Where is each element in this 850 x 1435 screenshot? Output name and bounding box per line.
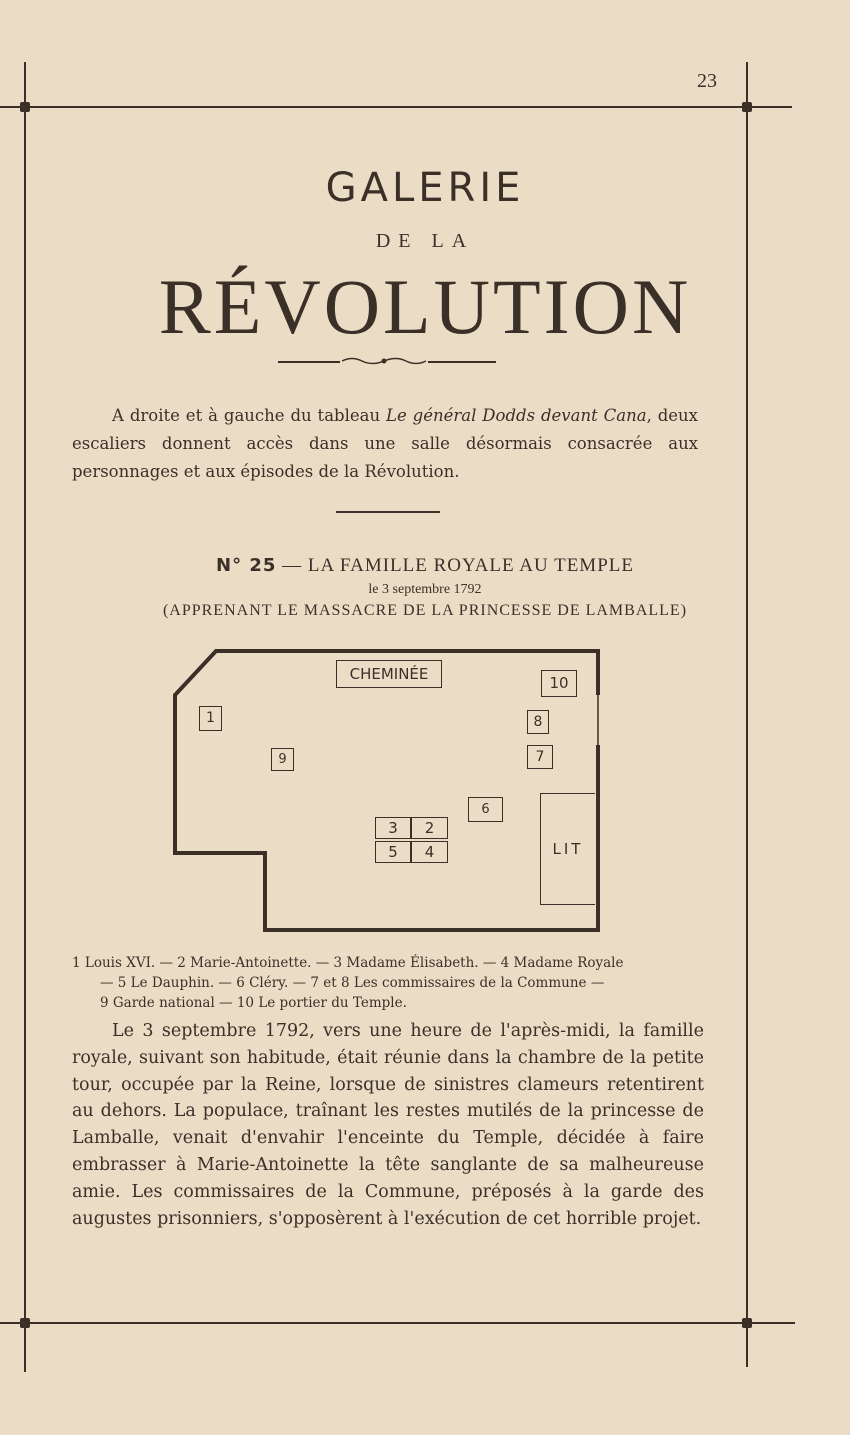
fireplace-label: CHEMINÉE [349, 665, 429, 683]
page-number: 23 [697, 70, 717, 92]
caption-date: le 3 septembre 1792 [368, 582, 482, 597]
plan-legend [72, 953, 706, 1013]
plan-mark-8: 8 [527, 710, 549, 734]
frame-right-rule [746, 62, 748, 1367]
frame-corner-ornament [20, 1318, 30, 1328]
plan-mark-2: 2 [411, 817, 448, 839]
title-de-la: DE LA [375, 230, 475, 252]
caption-subtitle: (APPRENANT LE MASSACRE DE LA PRINCESSE DE LAMBALLE) [162, 602, 688, 619]
bed-box [540, 793, 595, 905]
frame-top-rule [0, 106, 792, 108]
plan-mark-3: 3 [375, 817, 411, 839]
painting-title: Le général Dodds devant Cana [386, 406, 647, 425]
legend-line: 9 Garde national — 10 Le portier du Temple. [100, 995, 407, 1011]
plan-mark-9: 9 [271, 748, 294, 771]
plan-mark-5: 5 [375, 841, 411, 863]
frame-left-rule [24, 62, 26, 1372]
frame-corner-ornament [742, 102, 752, 112]
plan-mark-7: 7 [527, 745, 553, 769]
body-paragraph [72, 1018, 704, 1232]
fireplace-box [336, 660, 442, 688]
title-galerie: GALERIE [325, 165, 525, 211]
caption-title: — LA FAMILLE ROYALE AU TEMPLE [282, 555, 634, 576]
intro-paragraph [72, 402, 698, 486]
plan-mark-6: 6 [468, 797, 503, 822]
plan-mark-4: 4 [411, 841, 448, 863]
section-separator [336, 511, 440, 513]
frame-corner-ornament [742, 1318, 752, 1328]
room-floor-plan [168, 645, 608, 940]
caption-heading [0, 555, 850, 577]
body-text: Le 3 septembre 1792, vers une heure de l'après-midi, la famille royale, suivant son habitude, était réunie dans la chambre de la petite tour, occupée par la Reine, lorsque de sinistres clameurs retentirent au dehors. La populace, traînant les restes mutilés de la princesse de Lamballe, venait d'envahir l'enceinte du Temple, décidée à faire embrasser à Marie-Antoinette la tête sanglante de sa malheureuse amie. Les commissaires de la Commune, préposés à la garde des augustes prisonniers, s'opposèrent à l'exécution de cet horrible projet. [72, 1021, 704, 1229]
plan-mark-1: 1 [199, 706, 222, 731]
caption-number: N° 25 [216, 555, 277, 576]
legend-line: 1 Louis XVI. — 2 Marie-Antoinette. — 3 Madame Élisabeth. — 4 Madame Royale [72, 955, 624, 971]
intro-suffix: , deux escaliers donnent accès dans une salle désormais consacrée aux personnages et aux épisodes de la Révolution. [72, 406, 698, 481]
plan-mark-10: 10 [541, 670, 577, 697]
intro-prefix: A droite et à gauche du tableau [112, 406, 387, 425]
bed-label: LIT [552, 840, 584, 858]
frame-corner-ornament [20, 102, 30, 112]
title-ornament-flourish [340, 356, 428, 366]
frame-bottom-rule [0, 1322, 795, 1324]
title-revolution: RÉVOLUTION [158, 263, 692, 350]
legend-line: — 5 Le Dauphin. — 6 Cléry. — 7 et 8 Les commissaires de la Commune — [100, 975, 605, 991]
